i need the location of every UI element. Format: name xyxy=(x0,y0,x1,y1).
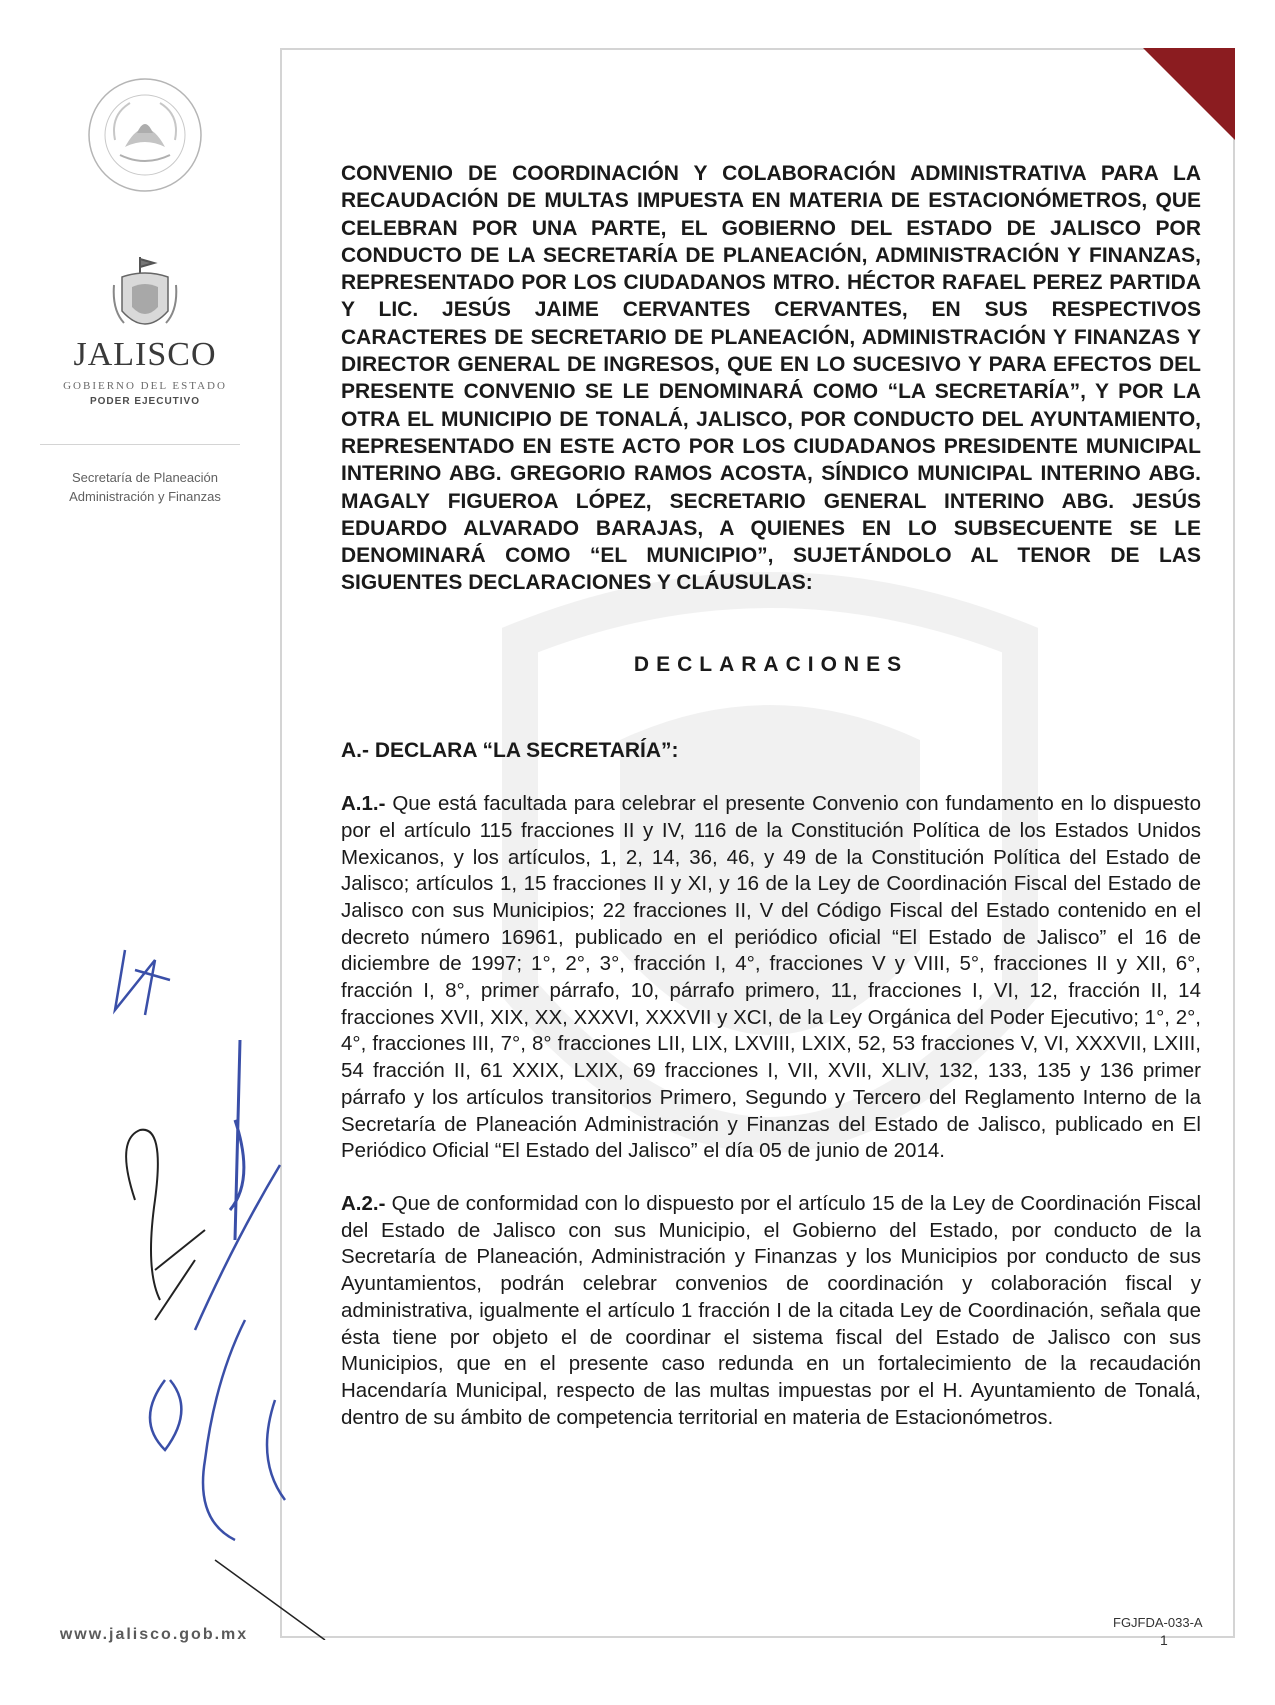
government-line: GOBIERNO DEL ESTADO xyxy=(63,380,227,392)
declaration-subheading: A.- DECLARA “LA SECRETARÍA”: xyxy=(341,739,679,763)
corner-accent xyxy=(1143,48,1235,140)
jalisco-logo: JALISCO xyxy=(73,336,217,373)
page-number: 1 xyxy=(1160,1632,1168,1648)
national-seal-icon xyxy=(85,75,205,195)
power-line: PODER EJECUTIVO xyxy=(89,396,201,407)
website-link[interactable]: www.jalisco.gob.mx xyxy=(59,1626,249,1643)
handwritten-signatures xyxy=(95,940,355,1640)
secretaria-name-line1: Secretaría de Planeación xyxy=(72,470,218,485)
section-heading: DECLARACIONES xyxy=(633,652,909,676)
jalisco-coat-of-arms-icon xyxy=(110,255,180,345)
paragraph-label: A.1.- xyxy=(341,792,386,816)
paragraph-label: A.2.- xyxy=(341,1192,386,1215)
paragraph-text: Que de conformidad con lo dispuesto por el artículo 15 de la Ley de Coordinación Fiscal del Estado de Jalisco con sus Municipio, el Gobierno del Estado, por conducto de la Secretaría de Planeación, Administración y Finanzas y los Municipios por conducto de sus Ayuntamientos, podrán celebrar convenios de coordinación y colaboración fiscal y administrativa, igualmente el artículo 1 fracción I de la citada Ley de Coordinación, señala que ésta tiene por objeto el de coordinar el sistema fiscal del Estado de Jalisco con sus Municipios, que en el presente caso redunda en un fortalecimiento de la recaudación Hacendaría Municipal, respecto de las multas impuestas por el H. Ayuntamiento de Tonalá, dentro de su ámbito de competencia territorial en materia de Estacionómetros. xyxy=(341,1192,1201,1429)
declaration-paragraph xyxy=(341,1191,1201,1431)
secretaria-name-line2: Administración y Finanzas xyxy=(69,489,221,504)
paragraph-text: Que está facultada para celebrar el presente Convenio con fundamento en lo dispuesto por el artículo 115 fracciones II y IV, 116 de la Constitución Política de los Estados Unidos Mexicanos, y los artículos, 1, 2, 14, 36, 46, y 49 de la Constitución Política del Estado de Jalisco; artículos 1, 15 fracciones II y XI, y 16 de la Ley de Coordinación Fiscal del Estado de Jalisco con sus Municipios; 22 fracciones II, V del Código Fiscal del Estado contenido en el decreto número 16961, publicado en el periódico oficial “El Estado de Jalisco” el 16 de diciembre de 1997; 1°, 2°, 3°, fracción I, 4°, fracciones V y VIII, 5°, fracciones II y XII, 6°, fracción I, 8°, primer párrafo, 10, párrafo primero, 11, fracciones I, VI, 12, fracción II, 14 fracciones XVII, XIX, XX, XXXVI, XXXVII y XCI, de la Ley Orgánica del Poder Ejecutivo; 1°, 2°, 4°, fracciones III, 7°, 8° fracciones LII, LIX, LXVIII, LXIX, 52, 53 fracciones V, VI, XXXVII, LXIII, 54 fracción II, 61 XXIX, LXIX, 69 fracciones I, VII, XVII, XLIV, 132, 133, 135 y 136 primer párrafo y los artículos transitorios Primero, Segundo y Tercero del Reglamento Interno de la Secretaría de Planeación Administración y Finanzas del Estado de Jalisco, publicado en El Periódico Oficial “El Estado del Jalisco” el día 05 de junio de 2014. xyxy=(341,792,1201,1163)
declaration-paragraph xyxy=(341,791,1201,1165)
agreement-title: CONVENIO DE COORDINACIÓN Y COLABORACIÓN ADMINISTRATIVA PARA LA RECAUDACIÓN DE MULTAS IMPUESTA EN MATERIA DE ESTACIONÓMETROS, QUE CELEBRAN POR UNA PARTE, EL GOBIERNO DEL ESTADO DE JALISCO POR CONDUCTO DE LA SECRETARÍA DE PLANEACIÓN, ADMINISTRACIÓN Y FINANZAS, REPRESENTADO POR LOS CIUDADANOS MTRO. HÉCTOR RAFAEL PEREZ PARTIDA Y LIC. JESÚS JAIME CERVANTES CERVANTES, EN SUS RESPECTIVOS CARACTERES DE SECRETARIO DE PLANEACIÓN, ADMINISTRACIÓN Y FINANZAS Y DIRECTOR GENERAL DE INGRESOS, QUE EN LO SUCESIVO Y PARA EFECTOS DEL PRESENTE CONVENIO SE LE DENOMINARÁ COMO “LA SECRETARÍA”, Y POR LA OTRA EL MUNICIPIO DE TONALÁ, JALISCO, POR CONDUCTO DEL AYUNTAMIENTO, REPRESENTADO EN ESTE ACTO POR LOS CIUDADANOS PRESIDENTE MUNICIPAL INTERINO ABG. GREGORIO RAMOS ACOSTA, SÍNDICO MUNICIPAL INTERINO ABG. MAGALY FIGUEROA LÓPEZ, SECRETARIO GENERAL INTERINO ABG. JESÚS EDUARDO ALVARADO BARAJAS, A QUIENES EN LO SUBSECUENTE SE LE DENOMINARÁ COMO “EL MUNICIPIO”, SUJETÁNDOLO AL TENOR DE LAS SIGUENTES DECLARACIONES Y CLÁUSULAS: xyxy=(341,162,1201,595)
document-body xyxy=(341,160,1201,1431)
document-code: FGJFDA-033-A xyxy=(1113,1615,1203,1630)
sidebar-divider xyxy=(40,444,240,445)
